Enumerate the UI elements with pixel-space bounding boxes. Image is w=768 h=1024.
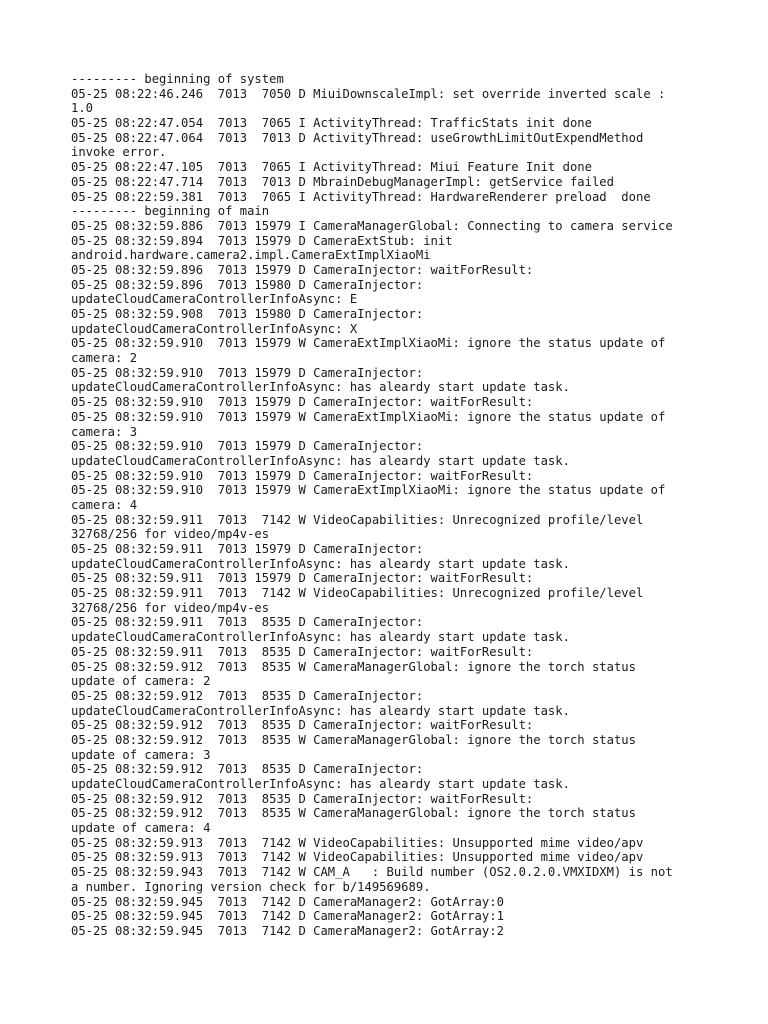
log-line: 05-25 08:32:59.912 7013 8535 D CameraInjector: (71, 762, 424, 777)
log-line: 05-25 08:32:59.912 7013 8535 W CameraManagerGlobal: ignore the torch status (71, 806, 636, 821)
log-document (71, 72, 673, 939)
log-line: 05-25 08:32:59.911 7013 8535 D CameraInjector: waitForResult: (71, 644, 534, 659)
log-line: 32768/256 for video/mp4v-es (71, 600, 270, 615)
log-line: 32768/256 for video/mp4v-es (71, 527, 270, 542)
log-line: 05-25 08:32:59.911 7013 15979 D CameraInjector: (71, 542, 424, 556)
log-line: 05-25 08:32:59.911 7013 15979 D CameraInjector: waitForResult: (71, 571, 534, 586)
log-line: 05-25 08:32:59.911 7013 8535 D CameraInjector: (71, 615, 424, 630)
log-line: android.hardware.camera2.impl.CameraExtImplXiaoMi (71, 248, 431, 263)
log-line: 05-25 08:32:59.912 7013 8535 W CameraManagerGlobal: ignore the torch status (71, 659, 636, 674)
log-line: --------- beginning of main (71, 204, 270, 219)
log-line: 05-25 08:32:59.886 7013 15979 I CameraManagerGlobal: Connecting to camera service (71, 218, 673, 233)
log-line: 05-25 08:22:59.381 7013 7065 I ActivityThread: HardwareRenderer preload done (71, 189, 651, 204)
log-line: 1.0 (71, 101, 94, 116)
log-line: 05-25 08:22:47.064 7013 7013 D ActivityThread: useGrowthLimitOutExpendMethod (71, 130, 644, 145)
log-line: 05-25 08:32:59.896 7013 15980 D CameraInjector: (71, 277, 424, 292)
log-line: update of camera: 3 (71, 747, 211, 762)
log-line: 05-25 08:32:59.910 7013 15979 D CameraInjector: (71, 365, 424, 380)
log-line: 05-25 08:32:59.945 7013 7142 D CameraManager2: GotArray:1 (71, 909, 504, 924)
log-line: updateCloudCameraControllerInfoAsync: has aleardy start update task. (71, 556, 570, 571)
log-line: camera: 2 (71, 351, 138, 366)
log-line: 05-25 08:32:59.945 7013 7142 D CameraManager2: GotArray:0 (71, 894, 504, 909)
log-line: updateCloudCameraControllerInfoAsync: has aleardy start update task. (71, 777, 570, 791)
log-line: updateCloudCameraControllerInfoAsync: E (71, 292, 358, 307)
log-line: updateCloudCameraControllerInfoAsync: has aleardy start update task. (71, 453, 570, 468)
log-line: 05-25 08:22:47.054 7013 7065 I ActivityThread: TrafficStats init done (71, 116, 592, 131)
log-line: 05-25 08:32:59.912 7013 8535 W CameraManagerGlobal: ignore the torch status (71, 732, 636, 747)
log-line: --------- beginning of system (71, 72, 284, 86)
log-line: 05-25 08:32:59.912 7013 8535 D CameraInjector: waitForResult: (71, 718, 534, 733)
log-line: 05-25 08:22:47.714 7013 7013 D MbrainDebugManagerImpl: getService failed (71, 174, 614, 189)
log-line: update of camera: 2 (71, 674, 211, 689)
log-line: 05-25 08:32:59.943 7013 7142 W CAM_A : Build number (OS2.0.2.0.VMXIDXM) is not (71, 865, 673, 880)
log-line: a number. Ignoring version check for b/149569689. (71, 879, 431, 894)
log-line: 05-25 08:32:59.894 7013 15979 D CameraExtStub: init (71, 233, 453, 248)
log-line: 05-25 08:32:59.896 7013 15979 D CameraInjector: waitForResult: (71, 262, 534, 277)
log-line: 05-25 08:32:59.910 7013 15979 W CameraExtImplXiaoMi: ignore the status update of (71, 483, 666, 498)
log-line: 05-25 08:32:59.911 7013 7142 W VideoCapabilities: Unrecognized profile/level (71, 586, 644, 601)
log-line: update of camera: 4 (71, 821, 211, 836)
log-line: 05-25 08:32:59.913 7013 7142 W VideoCapabilities: Unsupported mime video/apv (71, 850, 644, 865)
log-line: 05-25 08:32:59.912 7013 8535 D CameraInjector: (71, 688, 424, 703)
log-line: 05-25 08:32:59.910 7013 15979 W CameraExtImplXiaoMi: ignore the status update of (71, 409, 666, 424)
log-line: 05-25 08:32:59.912 7013 8535 D CameraInjector: waitForResult: (71, 791, 534, 806)
log-line: 05-25 08:32:59.945 7013 7142 D CameraManager2: GotArray:2 (71, 923, 504, 938)
log-line: updateCloudCameraControllerInfoAsync: X (71, 321, 358, 336)
log-line: 05-25 08:22:46.246 7013 7050 D MiuiDownscaleImpl: set override inverted scale : (71, 86, 666, 101)
log-line: 05-25 08:32:59.910 7013 15979 D CameraInjector: (71, 439, 424, 454)
log-line: updateCloudCameraControllerInfoAsync: has aleardy start update task. (71, 630, 570, 645)
log-line: 05-25 08:32:59.910 7013 15979 D CameraInjector: waitForResult: (71, 395, 534, 410)
log-line: 05-25 08:32:59.908 7013 15980 D CameraInjector: (71, 307, 424, 321)
log-line: camera: 4 (71, 497, 138, 512)
log-line: invoke error. (71, 145, 167, 160)
log-line: 05-25 08:32:59.913 7013 7142 W VideoCapabilities: Unsupported mime video/apv (71, 835, 644, 850)
log-line: 05-25 08:32:59.910 7013 15979 W CameraExtImplXiaoMi: ignore the status update of (71, 336, 666, 351)
log-line: 05-25 08:32:59.911 7013 7142 W VideoCapabilities: Unrecognized profile/level (71, 512, 644, 527)
log-line: 05-25 08:22:47.105 7013 7065 I ActivityThread: Miui Feature Init done (71, 160, 592, 175)
log-line: camera: 3 (71, 424, 138, 439)
log-line: updateCloudCameraControllerInfoAsync: has aleardy start update task. (71, 703, 570, 718)
log-line: 05-25 08:32:59.910 7013 15979 D CameraInjector: waitForResult: (71, 468, 534, 483)
log-line: updateCloudCameraControllerInfoAsync: has aleardy start update task. (71, 380, 570, 395)
